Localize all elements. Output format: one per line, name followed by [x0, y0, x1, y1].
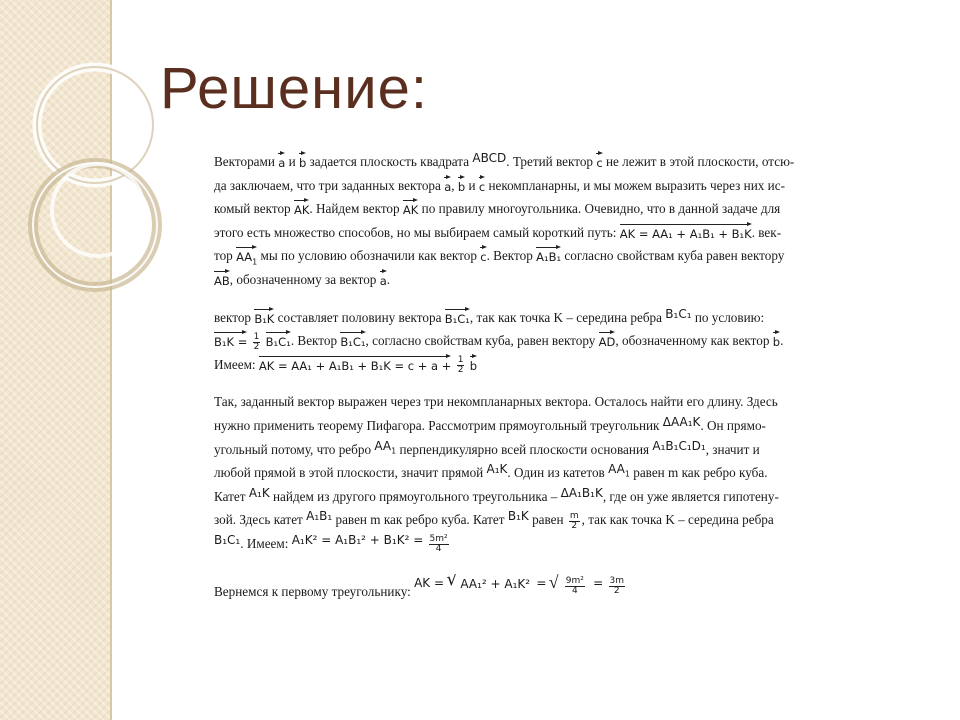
decorative-rings — [0, 0, 220, 330]
text-line: Вернемся к первому треугольнику: AK = √ AA₁² + A₁K² = √ $\frac{\text{9m²}}{4}$ = $\frac{3m}{2}$ — [214, 574, 874, 608]
paragraph-1 — [214, 150, 874, 292]
text-line: Катет A₁K найдем из другого прямоугольного треугольника – ΔA₁B₁K, где он уже является гипотену- — [214, 485, 779, 504]
text-line: вектор B₁K составляет половину вектора B₁C₁, так как точка K – середина ребра B₁C₁ по условию: — [214, 306, 765, 326]
text-line: нужно применить теорему Пифагора. Рассмотрим прямоугольный треугольник ΔAA₁K. Он прямо- — [214, 414, 766, 433]
text-line: B₁C₁. Имеем: A₁K² = A₁B₁² + B₁K² = $\frac{\text{5m²}}{4}$ — [214, 532, 448, 555]
text-line: комый вектор AK. Найдем вектор AK по правилу многоугольника. Очевидно, что в данной задаче для — [214, 197, 874, 221]
text-line: любой прямой в этой плоскости, значит прямой A₁K. Один из катетов $AA_1$ равен m как ребро куба. — [214, 462, 768, 481]
text-line: Имеем: AK = AA₁ + A₁B₁ + B₁K = c + a + $\frac{1}{2}$ b — [214, 353, 874, 377]
text-line: угольный потому, что ребро $AA_1$ перпендикулярно всей плоскости основания A₁B₁C₁D₁, значит и — [214, 438, 760, 457]
text-line: Векторами a и b задается плоскость квадрата ABCD. Третий вектор c не лежит в этой плоскости, отсю- — [214, 151, 795, 170]
paragraph-4 — [214, 574, 874, 608]
text-line: Так, заданный вектор выражен через три некомпланарных вектора. Осталось найти его длину. Здесь — [214, 394, 778, 410]
text-line: зой. Здесь катет A₁B₁ равен m как ребро куба. Катет B₁K равен $\frac{m}{2}$ , так как точка K – середина ребра — [214, 509, 774, 531]
solution-body — [214, 150, 874, 608]
paragraph-3 — [214, 390, 874, 555]
text-line: этого есть множество способов, но мы выбираем самый короткий путь: AK = AA₁ + A₁B₁ + B₁K. век- — [214, 221, 874, 245]
paragraph-2 — [214, 306, 874, 377]
text-line: AB, обозначенному за вектор a. — [214, 268, 874, 292]
text-line: тор $AA_1$ мы по условию обозначили как вектор c. Вектор A₁B₁ согласно свойствам куба равен вектору — [214, 244, 874, 268]
text-line: B₁K = $\frac{1}{2}$ B₁C₁. Вектор B₁C₁, согласно свойствам куба, равен вектору AD, обозначенному как вектор b. — [214, 329, 874, 353]
text-line: да заключаем, что три заданных вектора a, b и c некомпланарны, и мы можем выразить через них ис- — [214, 174, 874, 198]
slide-title: Решение: — [160, 56, 428, 121]
